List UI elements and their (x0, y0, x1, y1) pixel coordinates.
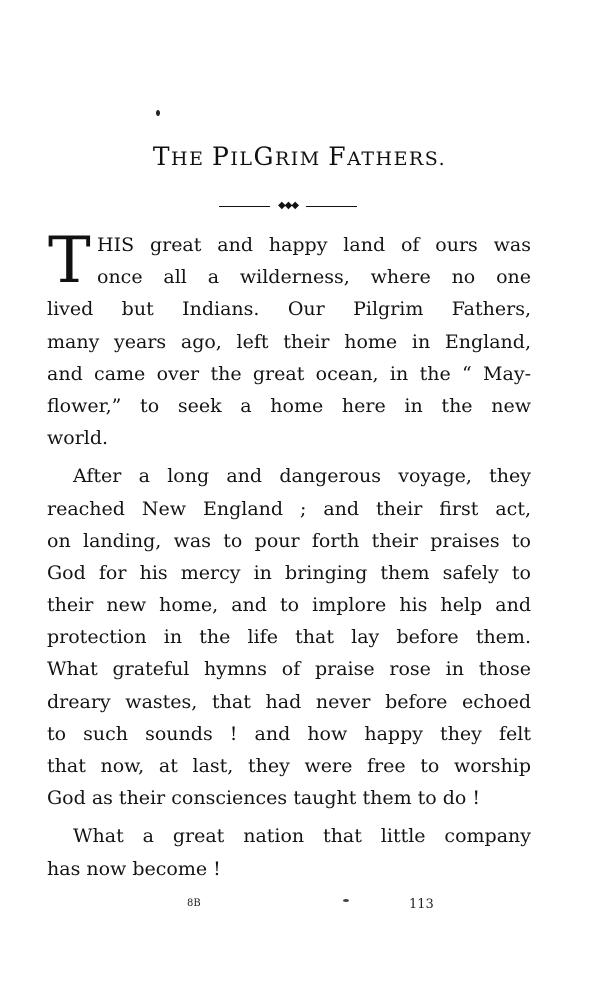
text-line: What grateful hymns of praise rose in those (47, 658, 531, 681)
text-line: After a long and dangerous voyage, they (73, 465, 531, 488)
text-line: their new home, and to implore his help and (47, 594, 531, 617)
title-part-4: ATHERS. (347, 148, 447, 170)
text-line: to such sounds ! and how happy they felt (47, 722, 531, 745)
title-initial-g: G (253, 142, 275, 171)
title-part-3: RIM (274, 148, 329, 170)
title-part-2: IL (230, 148, 254, 170)
signature-mark: 8B (187, 898, 201, 909)
body-text (47, 224, 531, 885)
divider-ornament: ◆◆◆ (270, 198, 306, 214)
text-line: What a great nation that little company (73, 825, 531, 848)
title-initial-f: F (328, 142, 348, 171)
text-line: on landing, was to pour forth their praises to (47, 529, 531, 552)
text-line: once all a wilderness, where no one (97, 266, 531, 289)
title-initial-p: P (212, 142, 231, 171)
text-line: flower,” to seek a home here in the new (47, 394, 531, 417)
text-line: lived but Indians. Our Pilgrim Fathers, (47, 298, 531, 321)
text-line: reached New England ; and their first act, (47, 497, 531, 520)
text-line: many years ago, left their home in England, (47, 330, 531, 353)
text-line: and came over the great ocean, in the “ May- (47, 362, 531, 385)
text-line: HIS great and happy land of ours was (97, 234, 531, 256)
text-line: has now become ! (47, 857, 221, 880)
title-part-1: HE (171, 148, 213, 170)
ink-speck (156, 110, 160, 116)
page-number: 113 (409, 897, 434, 912)
drop-cap: T (48, 224, 91, 298)
text-line: dreary wastes, that had never before echoed (47, 690, 531, 713)
text-line: God as their consciences taught them to do ! (47, 787, 481, 810)
chapter-title (0, 142, 599, 171)
title-initial-t: T (152, 142, 172, 171)
ink-speck (343, 899, 349, 902)
text-line: that now, at last, they were free to worship (47, 755, 531, 777)
text-line: God for his mercy in bringing them safely to (47, 561, 531, 584)
text-line: world. (47, 427, 109, 450)
text-line: protection in the life that lay before them. (47, 626, 531, 649)
